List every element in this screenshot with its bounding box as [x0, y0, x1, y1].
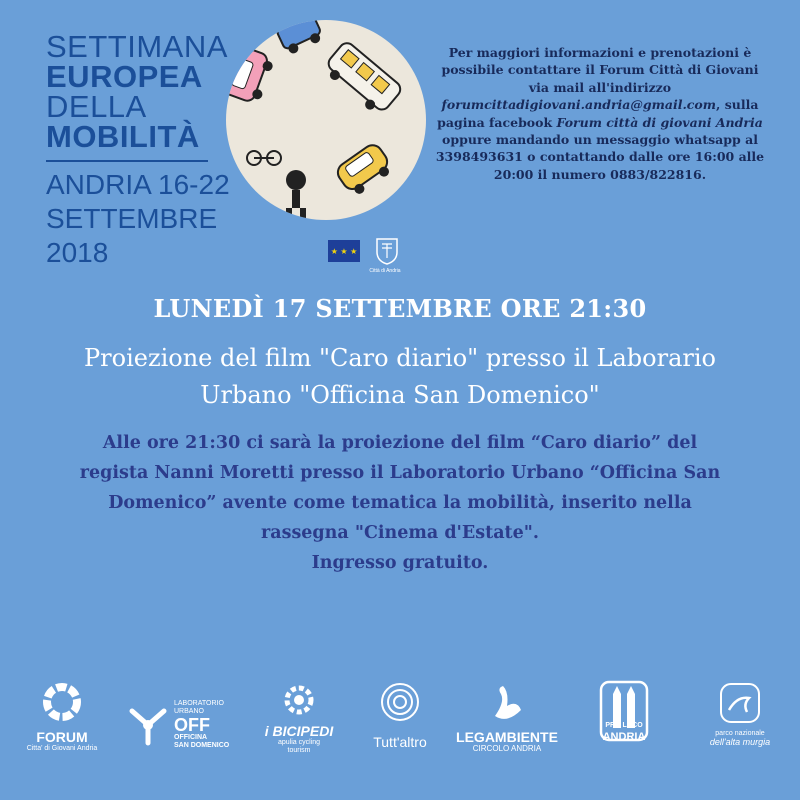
pro-loco-name: PRO LOCO [605, 722, 643, 729]
title-line-3: DELLA [46, 89, 147, 124]
crest-caption [360, 266, 410, 274]
mobility-illustration-graphic [226, 20, 426, 220]
lab-bottom-line-1: OFFICINA [174, 734, 208, 741]
forum-subtitle: Citta' di Giovani Andria [26, 745, 98, 752]
tuttaltro-name: Tutt'altro [373, 734, 427, 750]
description-line-4: rassegna "Cinema d'Estate". [261, 523, 539, 543]
legambiente-subtitle: CIRCOLO ANDRIA [472, 744, 542, 753]
eu-flag-icon: ★ ★ ★ [328, 240, 360, 262]
info-fb-intro: , sulla pagina facebook [437, 97, 759, 130]
lab-off: OFF [174, 715, 210, 735]
pro-loco-andria-logo [594, 680, 654, 780]
car-top-icon [276, 20, 325, 56]
description-line-2: regista Nanni Moretti presso il Laboratorio Urbano “Officina San [79, 463, 721, 483]
forum-name: FORUM [36, 729, 88, 745]
partner-logos [0, 680, 800, 780]
park-line-1: parco nazionale [715, 730, 765, 737]
bicipedi-subtitle-2: tourism [287, 747, 311, 754]
film-title-line-1: Proiezione del film "Caro diario" presso il Laborario [84, 344, 716, 372]
facebook-page-link[interactable]: Forum città di giovani Andria [556, 114, 763, 130]
legambiente-name: LEGAMBIENTE [456, 729, 558, 745]
title-line-6: SETTEMBRE 2018 [46, 203, 218, 268]
bus-icon [321, 40, 404, 118]
description-line-3: Domenico” avente come tematica la mobilità, inserito nella [108, 493, 692, 513]
contact-info [430, 44, 770, 183]
lab-top-line-2: URBANO [174, 708, 204, 715]
svg-text:Città di Andria: Città di Andria [369, 268, 401, 274]
lab-top-line-1: LABORATORIO [174, 700, 224, 707]
pedestrian-icon [286, 170, 306, 218]
forum-logo [22, 680, 102, 780]
title-line-2: EUROPEA [46, 59, 203, 94]
city-crest-icon [372, 236, 402, 266]
description-line-1: Alle ore 21:30 ci sarà la proiezione del film “Caro diario” del [102, 433, 698, 453]
park-bird-icon [717, 680, 763, 726]
spiral-icon [378, 680, 422, 724]
title-line-1: SETTIMANA [46, 29, 228, 64]
alta-murgia-park-logo [700, 680, 780, 780]
yellow-car-icon [334, 141, 395, 198]
swan-icon [487, 680, 527, 724]
description-line-5: Ingresso gratuito. [311, 553, 489, 573]
info-intro: Per maggiori informazioni e prenotazioni è possibile contattare il Forum Città di Giovani via mail all'indirizzo [441, 45, 759, 95]
legambiente-logo [452, 680, 562, 780]
gear-icon [279, 680, 319, 720]
laboratorio-urbano-icon [126, 703, 170, 747]
laboratorio-urbano-text [174, 700, 229, 750]
contact-email-link[interactable]: forumcittadigiovani.andria@gmail.com [441, 97, 716, 113]
film-title [0, 340, 800, 414]
pro-loco-city: ANDRIA [602, 731, 646, 743]
info-whatsapp: oppure mandando un messaggio whatsapp al 3398493631 o contattando dalle ore 16:00 alle 20:00 il numero 0883/822816. [435, 132, 765, 182]
event-date-heading: LUNEDÌ 17 SETTEMBRE ORE 21:30 [153, 294, 647, 323]
title-divider [46, 160, 208, 162]
bicipedi-name: i BICIPEDI [264, 723, 334, 739]
bicycle-icon [247, 151, 281, 165]
bicipedi-logo [254, 680, 344, 780]
title-line-4: MOBILITÀ [46, 119, 200, 154]
park-line-2: dell'alta murgia [709, 737, 771, 747]
tuttaltro-logo [360, 680, 440, 780]
laboratorio-urbano-logo [126, 690, 236, 760]
mobility-illustration [226, 20, 426, 220]
forum-ring-icon [40, 680, 84, 724]
film-title-line-2: Urbano "Officina San Domenico" [200, 381, 600, 409]
lab-bottom-line-2: SAN DOMENICO [174, 742, 230, 749]
event-description [20, 428, 780, 578]
title-line-5: ANDRIA 16-22 [46, 169, 230, 200]
bicipedi-subtitle-1: apulia cycling [277, 739, 321, 746]
